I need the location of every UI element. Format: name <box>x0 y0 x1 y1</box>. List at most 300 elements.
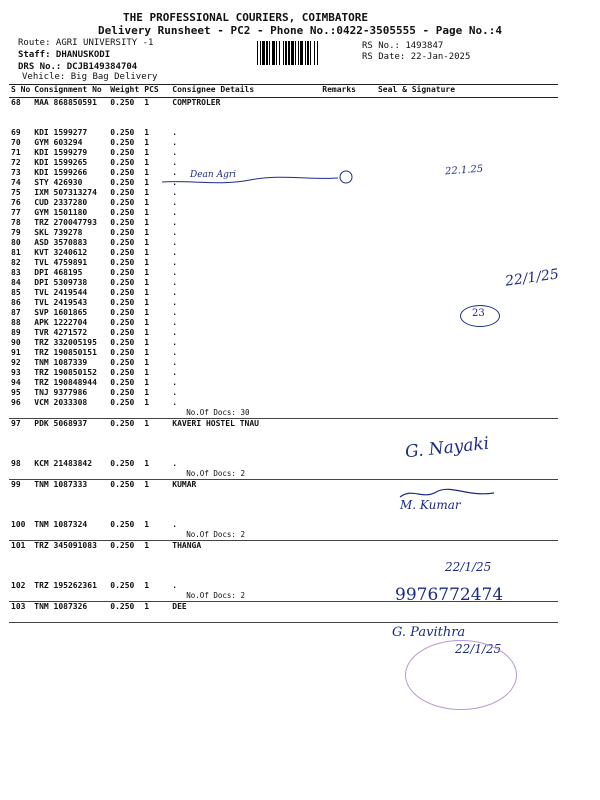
table-cell <box>9 449 32 459</box>
table-row <box>9 148 558 158</box>
table-cell <box>358 298 558 308</box>
table-cell <box>170 490 320 500</box>
table-cell: . <box>172 258 178 267</box>
table-cell <box>358 138 558 148</box>
table-cell: TRZ 190850152 <box>34 368 97 377</box>
table-cell: 85 <box>11 288 21 297</box>
table-cell: TNM 1087326 <box>34 602 88 611</box>
table-cell: 0.250 <box>110 248 135 257</box>
table-cell <box>358 98 558 109</box>
table-cell: 0.250 <box>110 398 135 407</box>
table-cell: 95 <box>11 388 21 397</box>
table-cell <box>358 178 558 188</box>
column-header: S No <box>9 85 32 98</box>
table-cell: 1 <box>144 148 150 157</box>
table-cell <box>320 198 358 208</box>
table-cell: . <box>172 459 178 468</box>
table-cell <box>320 368 358 378</box>
table-cell <box>108 408 142 419</box>
table-cell: TRZ 345091083 <box>34 541 97 550</box>
table-cell: 94 <box>11 378 21 387</box>
table-cell: 73 <box>11 168 21 177</box>
table-cell: TNM 1087339 <box>34 358 88 367</box>
table-cell <box>320 551 358 561</box>
table-row <box>9 128 558 138</box>
table-cell <box>320 348 358 358</box>
table-cell <box>320 480 358 491</box>
table-cell <box>108 108 142 118</box>
table-cell: . <box>172 218 178 227</box>
table-cell <box>320 318 358 328</box>
table-cell <box>9 500 32 510</box>
handwritten-date: 22.1.25 <box>444 163 484 178</box>
table-cell: MAA 868850591 <box>34 98 97 107</box>
table-cell <box>320 338 358 348</box>
table-cell <box>320 238 358 248</box>
table-cell <box>320 108 358 118</box>
table-cell: 1 <box>144 541 150 550</box>
table-cell <box>358 612 558 623</box>
table-cell <box>358 348 558 358</box>
docs-count-row <box>9 469 558 480</box>
table-cell: TVL 2419543 <box>34 298 88 307</box>
handwritten-annotation: Dean Agri <box>190 170 237 180</box>
table-cell: . <box>172 278 178 287</box>
staff-text: Staff: DHANUSKODI <box>18 50 111 60</box>
table-cell <box>320 268 358 278</box>
table-cell: 0.250 <box>110 168 135 177</box>
table-cell <box>320 429 358 439</box>
table-cell: 0.250 <box>110 480 135 489</box>
table-cell: 0.250 <box>110 338 135 347</box>
table-cell: 90 <box>11 338 21 347</box>
table-cell: 0.250 <box>110 98 135 107</box>
table-cell <box>170 439 320 449</box>
table-cell: No.Of Docs: 2 <box>170 530 320 541</box>
table-cell <box>320 591 358 602</box>
table-cell <box>320 328 358 338</box>
table-row <box>9 258 558 268</box>
table-cell <box>32 469 108 480</box>
table-cell <box>170 429 320 439</box>
table-cell: . <box>172 268 178 277</box>
table-cell <box>358 408 558 419</box>
table-cell: COMPTROLER <box>172 98 221 107</box>
table-cell: 1 <box>144 358 150 367</box>
table-cell: 100 <box>11 520 26 529</box>
signature-dee: G. Pavithra <box>392 625 466 640</box>
table-cell: 1 <box>144 368 150 377</box>
table-cell: 1 <box>144 480 150 489</box>
table-cell <box>32 500 108 510</box>
handwritten-date: 22/1/25 <box>455 642 502 656</box>
table-cell <box>320 378 358 388</box>
table-cell <box>358 419 558 430</box>
table-cell <box>142 571 170 581</box>
table-cell <box>358 248 558 258</box>
table-cell: TRZ 190850151 <box>34 348 97 357</box>
table-cell <box>108 612 142 623</box>
table-cell: VCM 2033308 <box>34 398 88 407</box>
barcode-bar <box>317 41 318 65</box>
table-cell <box>32 490 108 500</box>
spacer-row <box>9 118 558 128</box>
table-cell: 70 <box>11 138 21 147</box>
table-cell: 0.250 <box>110 198 135 207</box>
table-cell: 83 <box>11 268 21 277</box>
table-cell <box>32 530 108 541</box>
table-cell: 0.250 <box>110 308 135 317</box>
table-cell <box>358 378 558 388</box>
table-cell: 0.250 <box>110 378 135 387</box>
table-cell: 0.250 <box>110 581 135 590</box>
table-row <box>9 459 558 469</box>
table-cell: DPI 5309738 <box>34 278 88 287</box>
table-cell <box>32 429 108 439</box>
table-cell <box>358 228 558 238</box>
table-cell <box>108 530 142 541</box>
table-cell <box>9 490 32 500</box>
table-cell <box>170 108 320 118</box>
table-cell: 97 <box>11 419 21 428</box>
table-cell: 87 <box>11 308 21 317</box>
table-cell: GYM 1501180 <box>34 208 88 217</box>
table-cell <box>170 571 320 581</box>
table-cell: 92 <box>11 358 21 367</box>
table-cell: KAVERI HOSTEL TNAU <box>172 419 259 428</box>
table-cell <box>142 408 170 419</box>
table-header-row <box>9 85 558 98</box>
table-cell: DEE <box>172 602 187 611</box>
table-cell <box>320 298 358 308</box>
table-cell: 1 <box>144 348 150 357</box>
table-cell <box>9 408 32 419</box>
table-cell: THANGA <box>172 541 202 550</box>
table-cell <box>142 510 170 520</box>
table-cell: 88 <box>11 318 21 327</box>
column-header: Consignee Details <box>170 85 320 98</box>
table-row <box>9 278 558 288</box>
table-cell: KDI 1599279 <box>34 148 88 157</box>
table-row <box>9 541 558 552</box>
table-cell: TVR 4271572 <box>34 328 88 337</box>
table-cell <box>9 530 32 541</box>
table-cell: 1 <box>144 238 150 247</box>
table-cell <box>32 449 108 459</box>
column-header: PCS <box>142 85 170 98</box>
table-cell <box>142 500 170 510</box>
table-cell: . <box>172 158 178 167</box>
table-cell <box>320 449 358 459</box>
table-cell <box>9 571 32 581</box>
table-cell <box>170 561 320 571</box>
table-cell <box>320 530 358 541</box>
vehicle-text: Vehicle: Big Bag Delivery <box>22 72 158 82</box>
rs-no-text: RS No.: 1493847 <box>362 41 444 51</box>
table-cell <box>32 561 108 571</box>
table-cell <box>358 288 558 298</box>
table-cell: . <box>172 168 178 177</box>
table-cell: TNM 1087324 <box>34 520 88 529</box>
handwritten-date: 22/1/25 <box>445 560 492 574</box>
table-cell: . <box>172 138 178 147</box>
table-row <box>9 238 558 248</box>
table-cell <box>320 158 358 168</box>
table-cell <box>320 520 358 530</box>
table-cell <box>358 338 558 348</box>
table-cell: 0.250 <box>110 178 135 187</box>
table-cell: . <box>172 318 178 327</box>
table-cell: 0.250 <box>110 419 135 428</box>
table-cell <box>108 571 142 581</box>
docs-count-row <box>9 612 558 623</box>
table-cell: 1 <box>144 398 150 407</box>
table-cell <box>32 108 108 118</box>
table-cell: KDI 1599265 <box>34 158 88 167</box>
table-cell: 1 <box>144 188 150 197</box>
table-cell <box>320 459 358 469</box>
table-cell: 1 <box>144 318 150 327</box>
table-cell <box>9 612 32 623</box>
table-cell <box>320 278 358 288</box>
table-row <box>9 268 558 278</box>
table-cell: 0.250 <box>110 138 135 147</box>
table-cell <box>108 561 142 571</box>
table-cell: 0.250 <box>110 218 135 227</box>
table-cell: 1 <box>144 388 150 397</box>
table-row <box>9 248 558 258</box>
table-cell: . <box>172 328 178 337</box>
table-cell: 1 <box>144 138 150 147</box>
table-row <box>9 98 558 109</box>
table-cell: 1 <box>144 378 150 387</box>
table-cell: 74 <box>11 178 21 187</box>
table-cell: 0.250 <box>110 459 135 468</box>
table-cell: 1 <box>144 198 150 207</box>
table-cell: 80 <box>11 238 21 247</box>
table-cell <box>320 571 358 581</box>
signature-scribble <box>398 485 498 503</box>
table-cell: 0.250 <box>110 318 135 327</box>
table-cell <box>9 429 32 439</box>
table-cell <box>320 490 358 500</box>
table-cell: DPI 468195 <box>34 268 83 277</box>
column-header: Consignment No <box>32 85 108 98</box>
table-cell <box>358 108 558 118</box>
table-cell <box>32 551 108 561</box>
table-cell <box>170 449 320 459</box>
table-cell <box>358 118 558 128</box>
table-cell <box>358 358 558 368</box>
table-cell: 1 <box>144 298 150 307</box>
table-cell <box>170 612 320 623</box>
table-cell <box>32 118 108 128</box>
table-cell: 0.250 <box>110 388 135 397</box>
table-row <box>9 288 558 298</box>
table-cell <box>320 358 358 368</box>
table-cell <box>320 138 358 148</box>
table-cell: 91 <box>11 348 21 357</box>
spacer-row <box>9 510 558 520</box>
table-cell: GYM 603294 <box>34 138 83 147</box>
table-cell: 99 <box>11 480 21 489</box>
table-row <box>9 398 558 408</box>
table-cell <box>320 541 358 552</box>
table-cell: 102 <box>11 581 26 590</box>
table-cell: 0.250 <box>110 328 135 337</box>
table-cell <box>358 368 558 378</box>
table-cell <box>142 490 170 500</box>
docs-count-row <box>9 530 558 541</box>
table-cell: 79 <box>11 228 21 237</box>
table-cell <box>320 398 358 408</box>
table-row <box>9 338 558 348</box>
table-cell: 0.250 <box>110 520 135 529</box>
table-row <box>9 208 558 218</box>
table-cell: . <box>172 378 178 387</box>
table-row <box>9 198 558 208</box>
table-cell: . <box>172 581 178 590</box>
table-cell: TVL 2419544 <box>34 288 88 297</box>
table-cell: . <box>172 128 178 137</box>
drs-text: DRS No.: DCJB149384704 <box>18 62 138 72</box>
table-cell: SKL 739278 <box>34 228 83 237</box>
table-cell <box>9 439 32 449</box>
table-cell <box>320 602 358 613</box>
circled-count-text: 23 <box>472 308 485 319</box>
table-cell <box>142 449 170 459</box>
table-cell <box>142 118 170 128</box>
table-cell: 1 <box>144 419 150 428</box>
table-cell: 82 <box>11 258 21 267</box>
table-cell <box>320 500 358 510</box>
table-cell: PDK 5068937 <box>34 419 88 428</box>
table-cell: 1 <box>144 208 150 217</box>
table-cell: 1 <box>144 248 150 257</box>
table-cell <box>108 469 142 480</box>
table-cell: . <box>172 198 178 207</box>
table-cell: . <box>172 338 178 347</box>
runsheet-title: Delivery Runsheet - PC2 - Phone No.:0422-3505555 - Page No.:4 <box>98 24 502 37</box>
table-cell <box>108 449 142 459</box>
table-cell <box>108 118 142 128</box>
table-cell: 86 <box>11 298 21 307</box>
table-cell <box>32 439 108 449</box>
table-cell <box>320 208 358 218</box>
table-cell <box>142 108 170 118</box>
table-cell: KVT 3240612 <box>34 248 88 257</box>
table-cell: 98 <box>11 459 21 468</box>
table-cell <box>142 439 170 449</box>
table-cell: 68 <box>11 98 21 107</box>
table-cell: 0.250 <box>110 348 135 357</box>
table-cell <box>320 419 358 430</box>
table-cell <box>108 551 142 561</box>
table-cell: . <box>172 298 178 307</box>
table-cell: TVL 4759891 <box>34 258 88 267</box>
table-cell: 0.250 <box>110 208 135 217</box>
table-cell <box>358 128 558 138</box>
table-row <box>9 138 558 148</box>
table-cell: 75 <box>11 188 21 197</box>
rs-date-text: RS Date: 22-Jan-2025 <box>362 52 471 62</box>
table-cell: . <box>172 288 178 297</box>
table-cell: KDI 1599277 <box>34 128 88 137</box>
table-cell: 1 <box>144 178 150 187</box>
table-cell <box>9 469 32 480</box>
table-cell: 0.250 <box>110 278 135 287</box>
table-cell: . <box>172 308 178 317</box>
table-cell <box>320 258 358 268</box>
table-cell: 0.250 <box>110 228 135 237</box>
table-cell: 81 <box>11 248 21 257</box>
table-cell: 1 <box>144 228 150 237</box>
table-cell: . <box>172 178 178 187</box>
table-row <box>9 348 558 358</box>
table-cell: 103 <box>11 602 26 611</box>
signature-kaveri: G. Nayaki <box>404 433 491 463</box>
table-cell: 1 <box>144 98 150 107</box>
table-cell <box>320 118 358 128</box>
table-cell: No.Of Docs: 2 <box>170 469 320 480</box>
table-cell <box>9 591 32 602</box>
table-cell <box>320 148 358 158</box>
table-cell <box>320 98 358 109</box>
table-row <box>9 368 558 378</box>
table-cell <box>142 551 170 561</box>
table-cell: . <box>172 388 178 397</box>
table-cell: 0.250 <box>110 158 135 167</box>
table-cell <box>358 208 558 218</box>
table-cell: No.Of Docs: 2 <box>170 591 320 602</box>
table-cell: TNJ 9377986 <box>34 388 88 397</box>
table-cell <box>320 408 358 419</box>
table-cell <box>32 510 108 520</box>
table-cell: 93 <box>11 368 21 377</box>
table-cell <box>320 439 358 449</box>
table-cell <box>358 198 558 208</box>
table-cell: 89 <box>11 328 21 337</box>
table-cell: 0.250 <box>110 258 135 267</box>
table-cell <box>9 108 32 118</box>
table-cell: TRZ 270047793 <box>34 218 97 227</box>
table-cell <box>170 118 320 128</box>
table-cell: 71 <box>11 148 21 157</box>
table-cell: . <box>172 248 178 257</box>
table-cell: KUMAR <box>172 480 197 489</box>
table-cell <box>142 561 170 571</box>
table-cell: 1 <box>144 308 150 317</box>
table-cell <box>32 571 108 581</box>
handwritten-phone: 9976772474 <box>395 585 504 605</box>
table-cell: 1 <box>144 338 150 347</box>
table-cell: . <box>172 348 178 357</box>
table-cell <box>320 308 358 318</box>
table-cell: CUD 2337280 <box>34 198 88 207</box>
table-cell <box>142 591 170 602</box>
table-cell: TRZ 195262361 <box>34 581 97 590</box>
table-cell <box>358 469 558 480</box>
table-cell: . <box>172 238 178 247</box>
table-cell: . <box>172 148 178 157</box>
table-cell: No.Of Docs: 30 <box>170 408 320 419</box>
table-cell: KCM 21483842 <box>34 459 93 468</box>
table-cell: 0.250 <box>110 368 135 377</box>
table-cell <box>108 429 142 439</box>
table-cell <box>358 388 558 398</box>
table-cell <box>9 561 32 571</box>
table-cell: . <box>172 188 178 197</box>
